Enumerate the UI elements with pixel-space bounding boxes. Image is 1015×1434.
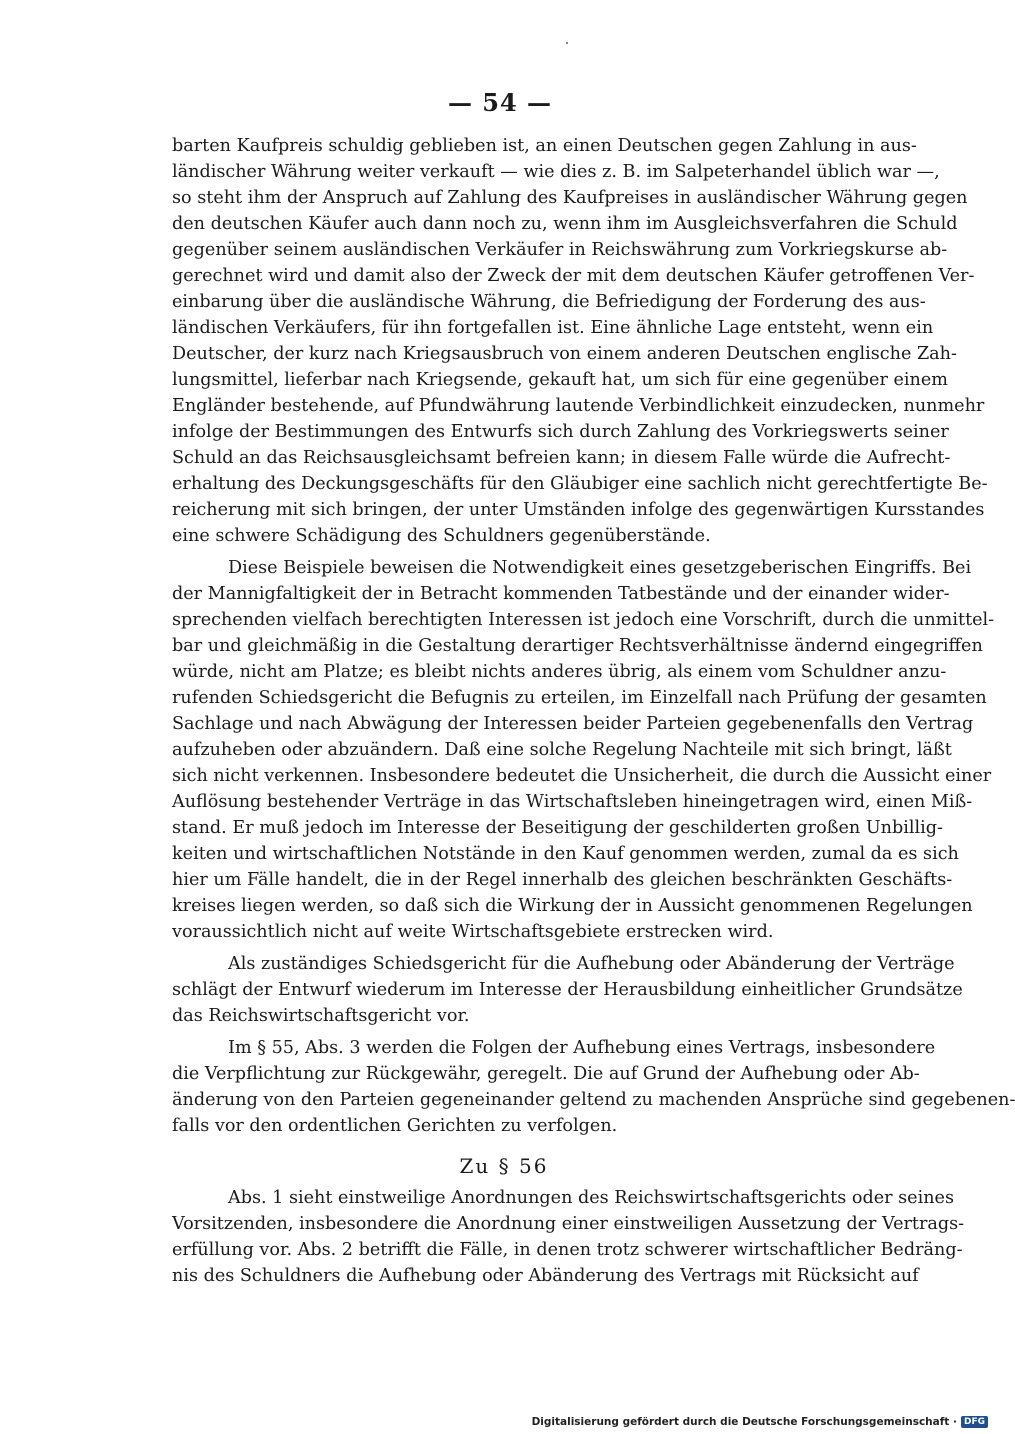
- text-line: lungsmittel, lieferbar nach Kriegsende, gekauft hat, um sich für eine gegenüber einem: [172, 370, 948, 390]
- text-line: Abs. 1 sieht einstweilige Anordnungen des Reichswirtschaftsgerichts oder seines: [228, 1188, 954, 1208]
- text-line: kreises liegen werden, so daß sich die Wirkung der in Aussicht genommenen Regelungen: [172, 896, 973, 916]
- text-line: die Verpflichtung zur Rückgewähr, geregelt. Die auf Grund der Aufhebung oder Ab-: [172, 1064, 920, 1084]
- footer-text: Digitalisierung gefördert durch die Deutsche Forschungsgemeinschaft ·: [531, 1416, 957, 1428]
- text-line: so steht ihm der Anspruch auf Zahlung des Kaufpreises in ausländischer Währung gegen: [172, 188, 968, 208]
- text-line: würde, nicht am Platze; es bleibt nichts anderes übrig, als einem vom Schuldner anzu-: [172, 662, 947, 682]
- text-line: sprechenden vielfach berechtigten Interessen ist jedoch eine Vorschrift, durch die unmittel-: [172, 610, 995, 630]
- text-line: stand. Er muß jedoch im Interesse der Beseitigung der geschilderten großen Unbillig-: [172, 818, 943, 838]
- text-line: erfüllung vor. Abs. 2 betrifft die Fälle, in denen trotz schwerer wirtschaftlicher Bedräng-: [172, 1240, 963, 1260]
- text-line: Diese Beispiele beweisen die Notwendigkeit eines gesetzgeberischen Eingriffs. Bei: [228, 558, 972, 578]
- text-line: der Mannigfaltigkeit der in Betracht kommenden Tatbestände und der einander wider-: [172, 584, 950, 604]
- text-line: änderung von den Parteien gegeneinander geltend zu machenden Ansprüche sind gegebenen-: [172, 1090, 1015, 1110]
- text-line: eine schwere Schädigung des Schuldners gegenüberstände.: [172, 526, 711, 546]
- text-line: erhaltung des Deckungsgeschäfts für den Gläubiger eine sachlich nicht gerechtfertigte Be-: [172, 474, 988, 494]
- text-line: falls vor den ordentlichen Gerichten zu verfolgen.: [172, 1116, 618, 1136]
- text-line: ländischer Währung weiter verkauft — wie dies z. B. im Salpeterhandel üblich war —,: [172, 162, 940, 182]
- paragraph: [172, 133, 988, 549]
- text-line: gegenüber seinem ausländischen Verkäufer in Reichswährung zum Vorkriegskurse ab-: [172, 240, 948, 260]
- paragraph: [172, 1185, 965, 1289]
- text-line: reicherung mit sich bringen, der unter Umständen infolge des gegenwärtigen Kursstandes: [172, 500, 985, 520]
- text-line: nis des Schuldners die Aufhebung oder Abänderung des Vertrags mit Rücksicht auf: [172, 1266, 919, 1286]
- dfg-logo: DFG: [961, 1416, 988, 1428]
- paragraph: [172, 1035, 1015, 1139]
- text-line: hier um Fälle handelt, die in der Regel innerhalb des gleichen beschränkten Geschäfts-: [172, 870, 953, 890]
- text-line: barten Kaufpreis schuldig geblieben ist, an einen Deutschen gegen Zahlung in aus-: [172, 136, 917, 156]
- paragraph: [172, 951, 963, 1029]
- text-line: ländischen Verkäufers, für ihn fortgefallen ist. Eine ähnliche Lage entsteht, wenn ein: [172, 318, 934, 338]
- text-line: schlägt der Entwurf wiederum im Interesse der Herausbildung einheitlicher Grundsätze: [172, 980, 963, 1000]
- paragraph: [172, 555, 995, 945]
- text-line: bar und gleichmäßig in die Gestaltung derartiger Rechtsverhältnisse ändernd eingegriffen: [172, 636, 983, 656]
- text-line: gerechnet wird und damit also der Zweck der mit dem deutschen Käufer getroffenen Ver-: [172, 266, 975, 286]
- text-line: Schuld an das Reichsausgleichsamt befreien kann; in diesem Falle würde die Aufrecht-: [172, 448, 951, 468]
- text-line: Vorsitzenden, insbesondere die Anordnung einer einstweiligen Aussetzung der Vertrags-: [172, 1214, 965, 1234]
- digitization-footer: [532, 1416, 988, 1428]
- text-line: den deutschen Käufer auch dann noch zu, wenn ihm im Ausgleichsverfahren die Schuld: [172, 214, 958, 234]
- text-line: aufzuheben oder abzuändern. Daß eine solche Regelung Nachteile mit sich bringt, läßt: [172, 740, 952, 760]
- text-line: voraussichtlich nicht auf weite Wirtschaftsgebiete erstrecken wird.: [172, 922, 774, 942]
- text-line: Engländer bestehende, auf Pfundwährung lautende Verbindlichkeit einzudecken, nunmehr: [172, 396, 985, 416]
- paragraphs-container: [172, 133, 1015, 1139]
- text-line: keiten und wirtschaftlichen Notstände in den Kauf genommen werden, zumal da es sich: [172, 844, 959, 864]
- text-line: Deutscher, der kurz nach Kriegsausbruch von einem anderen Deutschen englische Zah-: [172, 344, 957, 364]
- text-line: Sachlage und nach Abwägung der Interessen beider Parteien gegebenenfalls den Vertrag: [172, 714, 974, 734]
- text-line: Auflösung bestehender Verträge in das Wirtschaftsleben hineingetragen wird, einen Miß-: [172, 792, 973, 812]
- body-text: [172, 133, 1015, 1295]
- text-line: das Reichswirtschaftsgericht vor.: [172, 1006, 470, 1026]
- text-line: Als zuständiges Schiedsgericht für die Aufhebung oder Abänderung der Verträge: [228, 954, 955, 974]
- section-paragraphs-container: [172, 1185, 965, 1289]
- text-line: Im § 55, Abs. 3 werden die Folgen der Aufhebung eines Vertrags, insbesondere: [228, 1038, 936, 1058]
- text-line: sich nicht verkennen. Insbesondere bedeutet die Unsicherheit, die durch die Aussicht einer: [172, 766, 992, 786]
- scan-speck: [566, 42, 568, 44]
- text-line: rufenden Schiedsgericht die Befugnis zu erteilen, im Einzelfall nach Prüfung der gesamten: [172, 688, 987, 708]
- text-line: einbarung über die ausländische Währung, die Befriedigung der Forderung des aus-: [172, 292, 926, 312]
- section-heading: Zu § 56: [459, 1154, 549, 1178]
- page-number: — 54 —: [447, 88, 553, 117]
- text-line: infolge der Bestimmungen des Entwurfs sich durch Zahlung des Vorkriegswerts seiner: [172, 422, 949, 442]
